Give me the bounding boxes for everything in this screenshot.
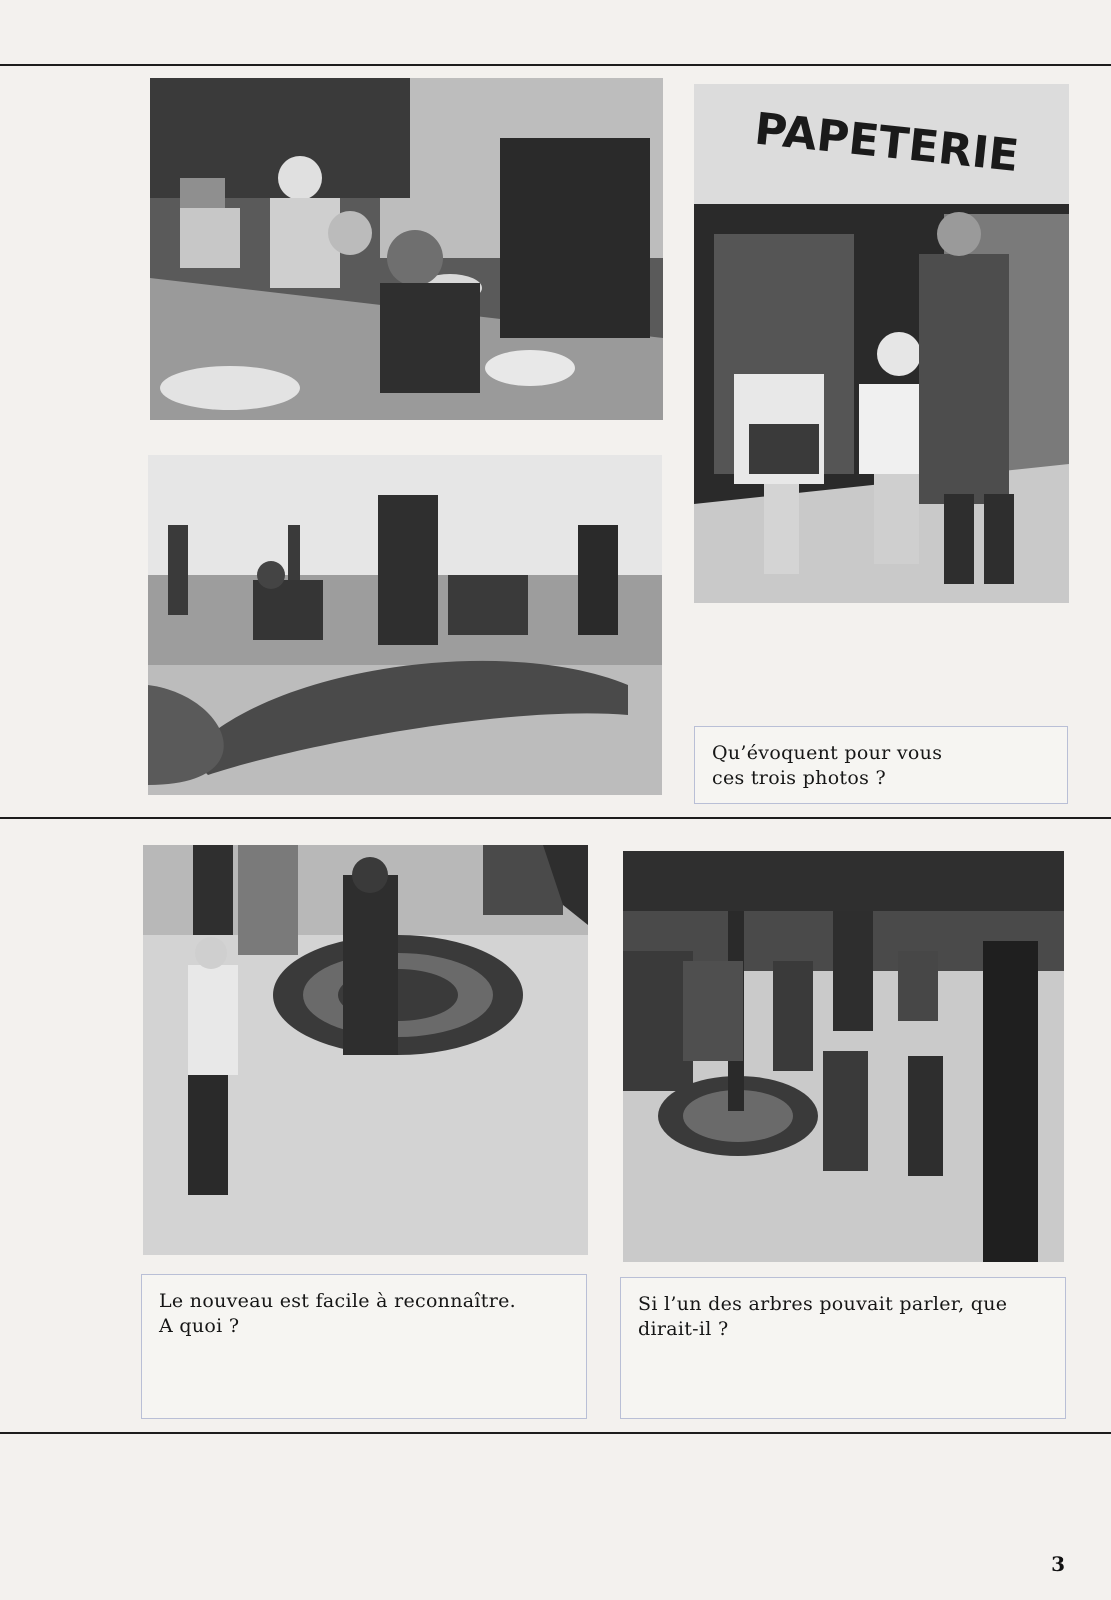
caption-three-photos: Qu’évoquent pour vous ces trois photos ? bbox=[712, 742, 943, 789]
caption-box-trees bbox=[620, 1277, 1066, 1419]
photo-beach bbox=[148, 455, 662, 795]
page-number: 3 bbox=[1051, 1552, 1065, 1576]
middle-rule bbox=[0, 817, 1111, 819]
caption-newcomer: Le nouveau est facile à reconnaître. A quoi ? bbox=[159, 1290, 516, 1337]
photo-stationery-shop bbox=[694, 84, 1069, 603]
caption-box-three-photos bbox=[694, 726, 1068, 804]
caption-box-newcomer bbox=[141, 1274, 587, 1419]
photo-schoolyard-trees bbox=[623, 851, 1064, 1262]
bottom-rule bbox=[0, 1432, 1111, 1434]
top-rule bbox=[0, 64, 1111, 66]
photo-canteen bbox=[150, 78, 663, 420]
photo-schoolyard-newcomer bbox=[143, 845, 588, 1255]
caption-trees: Si l’un des arbres pouvait parler, que dirait-il ? bbox=[638, 1293, 1008, 1340]
shop-sign-text: PAPETERIE bbox=[752, 103, 1022, 183]
